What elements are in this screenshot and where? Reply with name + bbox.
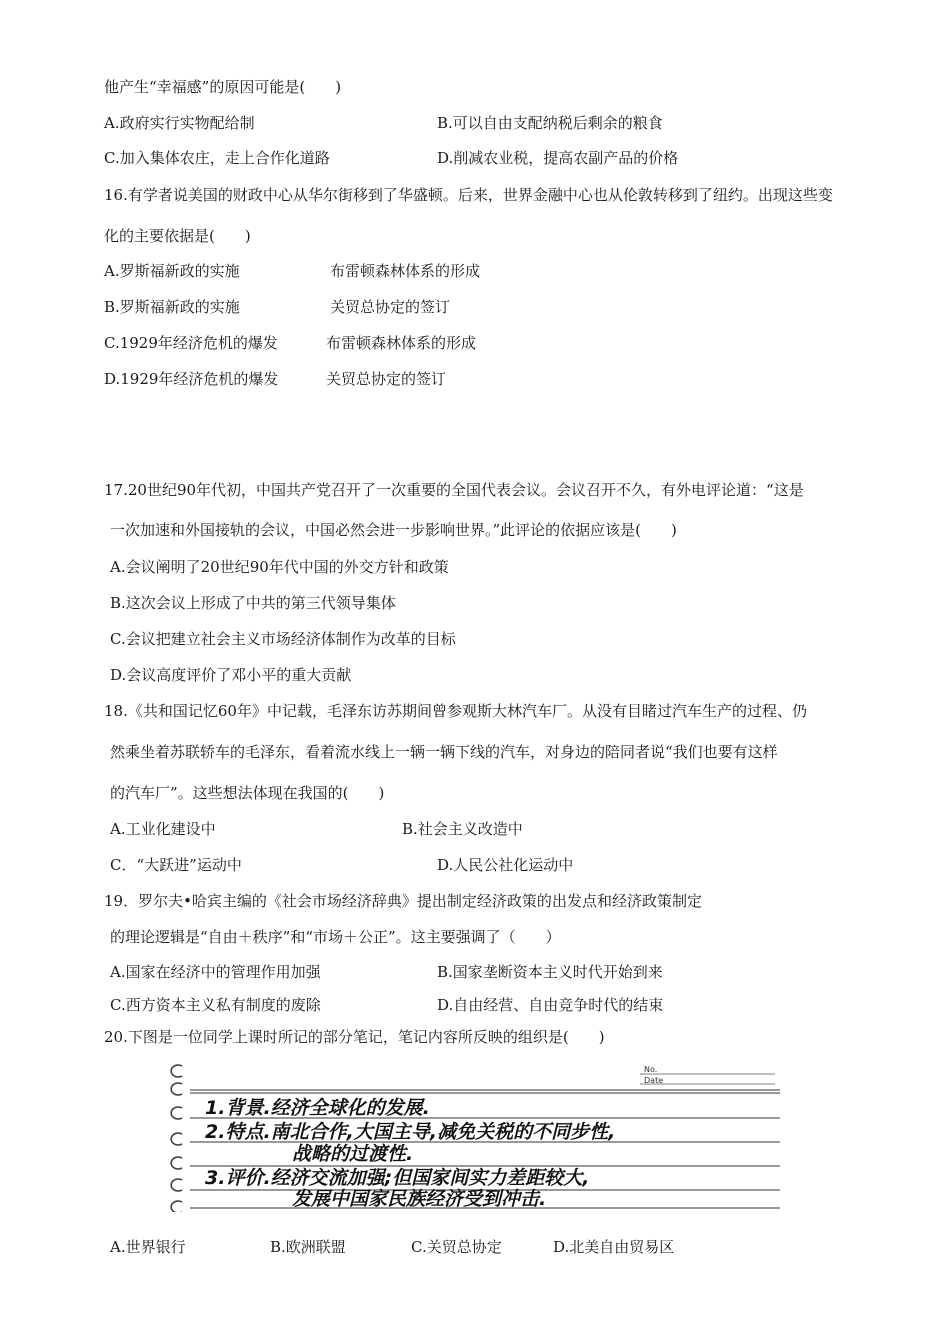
q18-option-d[interactable]: D.人民公社化运动中 <box>437 856 574 874</box>
q17-option-a[interactable]: A.会议阐明了20世纪90年代中国的外交方针和政策 <box>110 558 449 576</box>
q17-option-b[interactable]: B.这次会议上形成了中共的第三代领导集体 <box>110 594 396 612</box>
q20-option-c[interactable]: C.关贸总协定 <box>411 1238 502 1256</box>
q18-option-a[interactable]: A.工业化建设中 <box>110 820 216 838</box>
notebook-rings <box>171 1065 182 1212</box>
q17-option-d[interactable]: D.会议高度评价了邓小平的重大贡献 <box>110 666 352 684</box>
notebook-line-2: 2.特点.南北合作,大国主导,减免关税的不同步性, <box>205 1121 616 1143</box>
q17-option-c[interactable]: C.会议把建立社会主义市场经济体制作为改革的目标 <box>110 630 456 648</box>
q18-option-c[interactable]: C．“大跃进”运动中 <box>110 856 242 874</box>
notebook-line-4: 3.评价.经济交流加强;但国家间实力差距较大, <box>205 1167 590 1189</box>
q19-option-d[interactable]: D.自由经营、自由竞争时代的结束 <box>437 996 664 1014</box>
q18-stem-line3: 的汽车厂”。这些想法体现在我国的( ) <box>110 784 385 802</box>
q17-stem-line1: 17.20世纪90年代初，中国共产党召开了一次重要的全国代表会议。会议召开不久，有外电评论道：“这是 <box>104 481 804 499</box>
q19-option-b[interactable]: B.国家垄断资本主义时代开始到来 <box>437 963 663 981</box>
q16-option-b[interactable]: B.罗斯福新政的实施 <box>104 298 240 316</box>
q16-option-c-part2: 布雷顿森林体系的形成 <box>326 334 477 352</box>
q20-option-b[interactable]: B.欧洲联盟 <box>270 1238 346 1256</box>
q16-option-c[interactable]: C.1929年经济危机的爆发 <box>104 334 278 352</box>
notebook-svg <box>160 1062 785 1212</box>
q20-stem: 20.下图是一位同学上课时所记的部分笔记，笔记内容所反映的组织是( ) <box>104 1028 605 1046</box>
q19-option-a[interactable]: A.国家在经济中的管理作用加强 <box>110 963 321 981</box>
q20-option-a[interactable]: A.世界银行 <box>110 1238 186 1256</box>
q16-option-a[interactable]: A.罗斯福新政的实施 <box>104 262 240 280</box>
notebook-date-label: Date <box>644 1076 664 1085</box>
q17-stem-line2: 一次加速和外国接轨的会议，中国必然会进一步影响世界。”此评论的依据应该是( ) <box>110 521 677 539</box>
q19-stem-line2: 的理论逻辑是“自由＋秩序”和“市场＋公正”。这主要强调了（ ） <box>110 928 561 946</box>
q15-option-d[interactable]: D.削减农业税，提高农副产品的价格 <box>437 149 679 167</box>
q15-stem: 他产生“幸福感”的原因可能是( ) <box>104 78 342 96</box>
q16-stem-line2: 化的主要依据是( ) <box>104 227 251 245</box>
q16-stem-line1: 16.有学者说美国的财政中心从华尔街移到了华盛顿。后来，世界金融中心也从伦敦转移到了纽约。出现这些变 <box>104 186 833 204</box>
notebook-line-3: 战略的过渡性. <box>292 1143 414 1165</box>
q16-option-a-part2: 布雷顿森林体系的形成 <box>330 262 481 280</box>
q19-stem-line1: 19．罗尔夫•哈宾主编的《社会市场经济辞典》提出制定经济政策的出发点和经济政策制定 <box>104 892 702 910</box>
notebook-image <box>160 1062 785 1212</box>
notebook-line-1: 1.背景.经济全球化的发展. <box>205 1097 430 1119</box>
q16-option-d-part2: 关贸总协定的签订 <box>326 370 447 388</box>
q16-option-d[interactable]: D.1929年经济危机的爆发 <box>104 370 279 388</box>
q15-option-c[interactable]: C.加入集体农庄，走上合作化道路 <box>104 149 330 167</box>
q15-option-a[interactable]: A.政府实行实物配给制 <box>104 114 255 132</box>
q16-option-b-part2: 关贸总协定的签订 <box>330 298 451 316</box>
notebook-line-5: 发展中国家民族经济受到冲击. <box>292 1188 547 1210</box>
q18-option-b[interactable]: B.社会主义改造中 <box>402 820 523 838</box>
notebook-no-label: No. <box>644 1065 658 1074</box>
q19-option-c[interactable]: C.西方资本主义私有制度的废除 <box>110 996 321 1014</box>
q20-option-d[interactable]: D.北美自由贸易区 <box>553 1238 675 1256</box>
q18-stem-line1: 18.《共和国记忆60年》中记载，毛泽东访苏期间曾参观斯大林汽车厂。从没有目睹过汽车生产的过程、仍 <box>104 702 807 720</box>
q15-option-b[interactable]: B.可以自由支配纳税后剩余的粮食 <box>437 114 663 132</box>
q18-stem-line2: 然乘坐着苏联轿车的毛泽东，看着流水线上一辆一辆下线的汽车，对身边的陪同者说“我们也要有这样 <box>110 743 778 761</box>
